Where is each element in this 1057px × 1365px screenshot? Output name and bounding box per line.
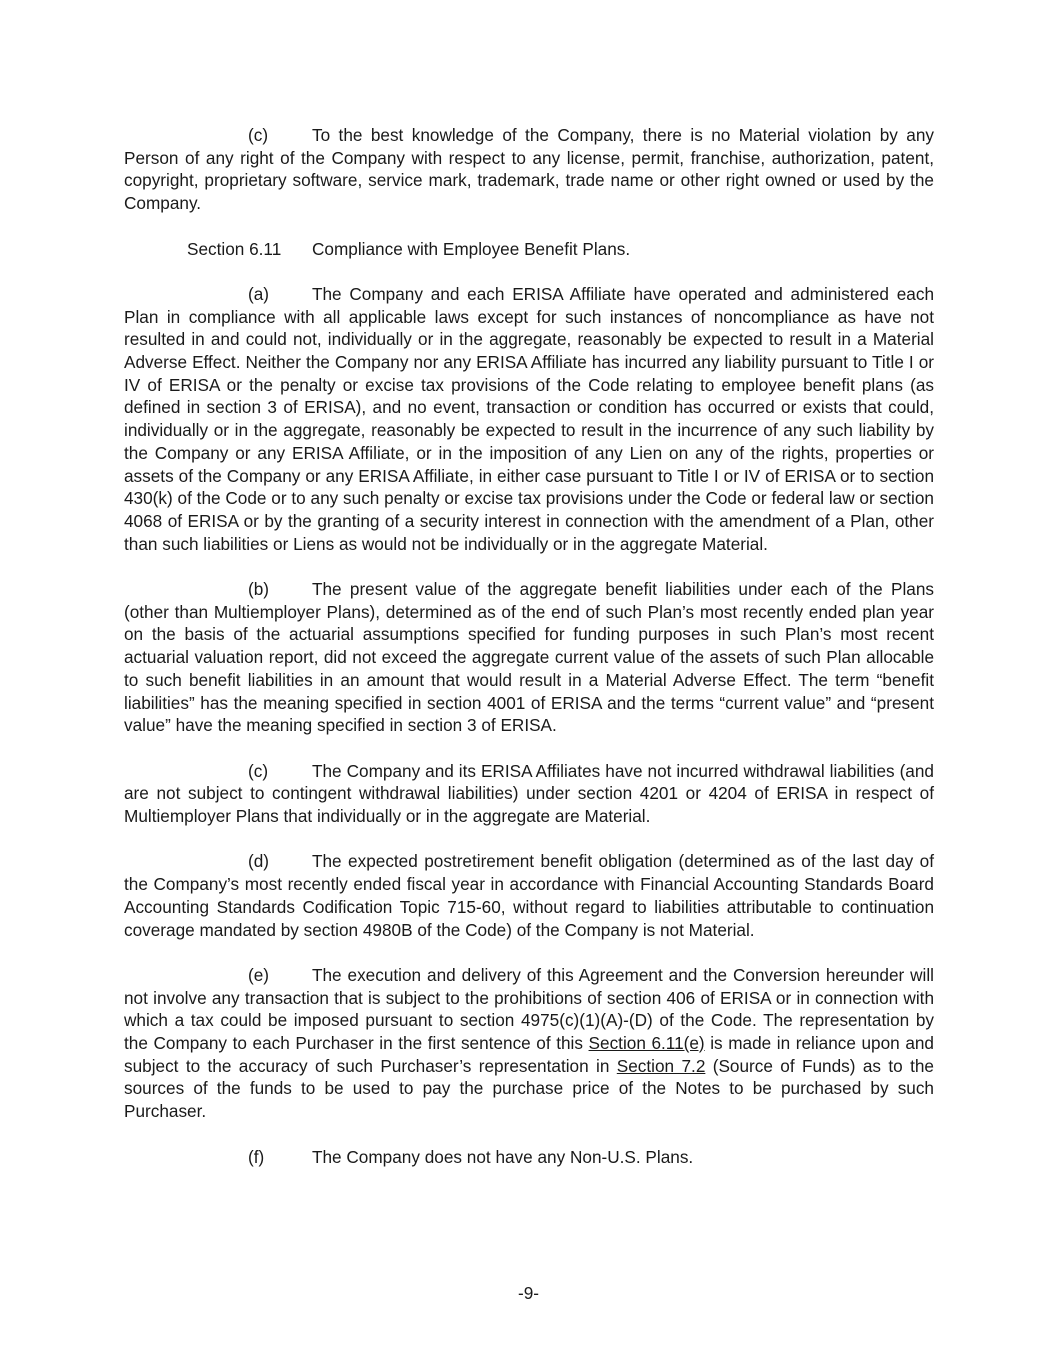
section-6-11e-reference[interactable]: Section 6.11(e): [588, 1033, 705, 1054]
section-7-2-reference[interactable]: Section 7.2: [616, 1055, 706, 1076]
section-heading: [124, 238, 934, 261]
section-title: Compliance with Employee Benefit Plans.: [312, 238, 631, 259]
paragraph-label: (a): [248, 283, 270, 304]
paragraph-label: (c): [248, 125, 269, 145]
paragraph-label: (b): [248, 579, 270, 600]
document-page: [124, 124, 934, 1191]
paragraph-label: (c): [248, 760, 269, 781]
paragraph-text: is made in reliance upon and subject to the accuracy of such Purchaser’s representation in: [124, 1033, 934, 1076]
paragraph-label: (d): [248, 851, 270, 872]
paragraph-text: The expected postretirement benefit obligation (determined as of the last day of the Company’s most recently ended fiscal year in accordance with Financial Accounting Standards Board Accounting Standards Codification Topic 715-60, without regard to liabilities attributable to continuation coverage mandated by section 4980B of the Code) of the Company is not Material.: [124, 851, 934, 940]
paragraph-text: The present value of the aggregate benefit liabilities under each of the Plans (other than Multiemployer Plans), determined as of the end of such Plan’s most recently ended plan year on the basis of the actuarial assumptions specified for funding purposes in such Plan’s most recent actuarial valuation report, did not exceed the aggregate current value of the assets of such Plan allocable to such benefit liabilities in an amount that would result in a Material Adverse Effect. The term “benefit liabilities” has the meaning specified in section 4001 of ERISA and the terms “current value” and “present value” have the meaning specified in section 3 of ERISA.: [124, 579, 934, 736]
paragraph-text: The execution and delivery of this Agreement and the Conversion hereunder will not involve any transaction that is subject to the prohibitions of section 406 of ERISA or in connection with which a tax could be imposed pursuant to section 4975(c)(1)(A)-(D) of the Code. The representation by the Company to each Purchaser in the first sentence of this: [124, 964, 934, 1054]
paragraph-text: The Company does not have any Non-U.S. Plans.: [312, 1146, 694, 1167]
paragraph-b: [124, 578, 934, 737]
paragraph-text: The Company and each ERISA Affiliate have operated and administered each Plan in compliance with all applicable laws except for such instances of noncompliance as have not resulted in and could not, individually or in the aggregate, reasonably be expected to result in a Material Adverse Effect. Neither the Company nor any ERISA Affiliate has incurred any liability pursuant to Title I or IV of ERISA or the penalty or excise tax provisions of the Code relating to employee benefit plans (as defined in section 3 of ERISA), and no event, transaction or condition has occurred or exists that could, individually or in the aggregate, reasonably be expected to result in the incurrence of any such liability by the Company or any ERISA Affiliate, or in the imposition of any Lien on any of the rights, properties or assets of the Company or any ERISA Affiliate, in either case pursuant to Title I or IV of ERISA or to section 430(k) of the Code or to any such penalty or excise tax provisions under the Code or federal law or section 4068 of ERISA or by the granting of a security interest in connection with the amendment of a Plan, other than such liabilities or Liens as would not be individually or in the aggregate Material.: [124, 283, 934, 554]
paragraph-text: To the best knowledge of the Company, there is no Material violation by any Person of any right of the Company with respect to any license, permit, franchise, authorization, patent, copyright, proprietary software, service mark, trademark, trade name or other right owned or used by the Company.: [124, 125, 934, 214]
section-number: Section 6.11: [187, 238, 282, 259]
paragraph-label: (f): [248, 1146, 265, 1167]
paragraph-text: The Company and its ERISA Affiliates have not incurred withdrawal liabilities (and are not subject to contingent withdrawal liabilities) under section 4201 or 4204 of ERISA in respect of Multiemployer Plans that individually or in the aggregate are Material.: [124, 760, 934, 827]
paragraph-f: [124, 1146, 934, 1169]
paragraph-e: [124, 964, 934, 1123]
paragraph-c: [124, 760, 934, 828]
paragraph-a: [124, 283, 934, 555]
paragraph-text: (Source of Funds) as to the sources of the funds to be used to pay the purchase price of the Notes to be purchased by such Purchaser.: [124, 1055, 934, 1122]
paragraph-d: [124, 850, 934, 941]
paragraph-label: (e): [248, 964, 270, 985]
page-number: -9-: [517, 1283, 539, 1303]
paragraph-c-ip-violation: [124, 124, 934, 215]
